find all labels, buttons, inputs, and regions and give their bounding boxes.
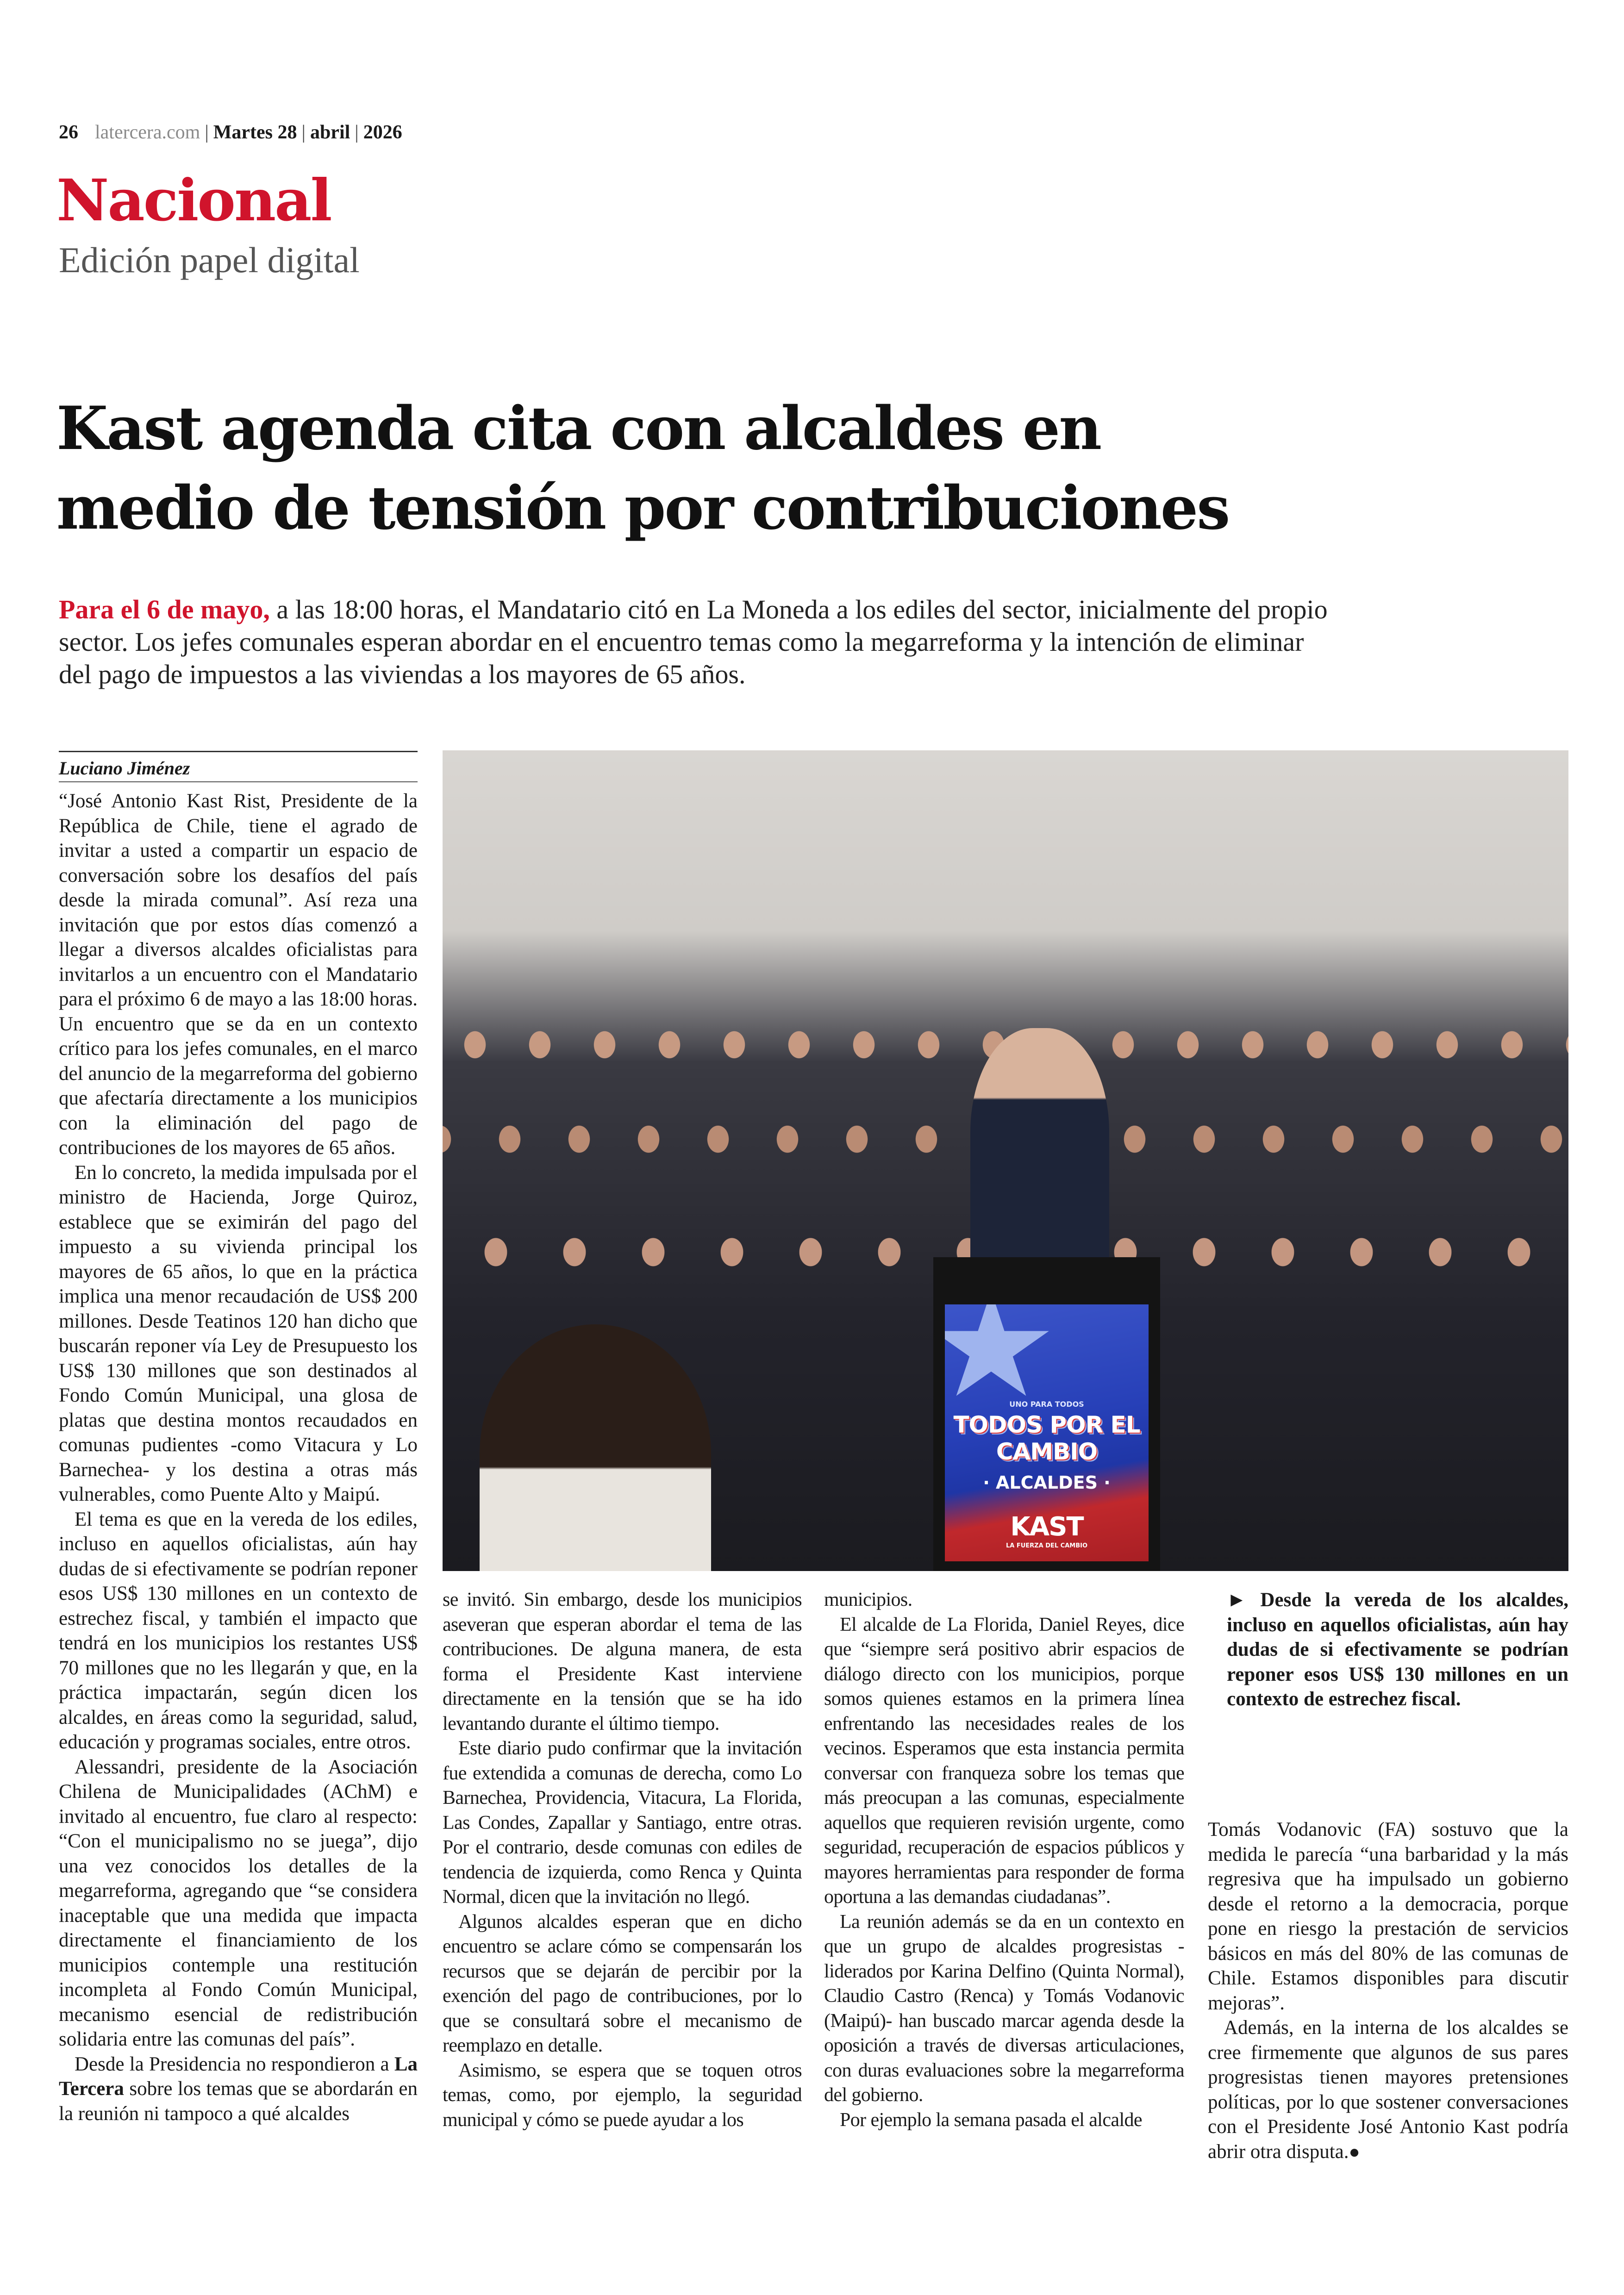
podium-sign [945, 1304, 1149, 1561]
paragraph: municipios. [824, 1589, 912, 1610]
date-month: abril [310, 122, 350, 143]
article-photo [443, 750, 1568, 1571]
date-year: 2026 [363, 122, 402, 143]
headline [56, 389, 1603, 548]
paragraph: La reunión además se da en un contexto en que un grupo de alcaldes progresistas -liderados por Karina Delfino (Quinta Normal), Claudio Castro (Renca) y Tomás Vodanovic (Maipú)- han buscado marcar agenda desde la oposición a través de diversas articulaciones, con duras evaluaciones sobre la megarreforma del gobierno. [824, 1911, 1184, 2106]
paragraph: Tomás Vodanovic (FA) sostuvo que la medida le parecía “una barbaridad y la más regresiva que ha impulsado un gobierno desde el retorno a la democracia, porque pone en riesgo la prestación de servicios básicos en más del 80% de las comunas de Chile. Estamos disponibles para discutir mejoras”. [1208, 1819, 1568, 2014]
edition-label: Edición papel digital [59, 240, 360, 280]
text: Además, en la interna de los alcaldes se cree firmemente que algunos de sus pares progresistas tienen mayores pretensiones políticas, por lo que sostener conversaciones con el Presidente José Antonio Kast podría abrir otra disputa. [1208, 2017, 1568, 2163]
paragraph: Asimismo, se espera que se toquen otros temas, como, por ejemplo, la seguridad municipal y cómo se puede ayudar a los [443, 2059, 802, 2131]
deck-text: a las 18:00 horas, el Mandatario citó en La Moneda a los ediles del sector, inicialmente del propio sector. Los jefes comunales esperan abordar en el encuentro temas como la megarreforma y la intención de eliminar del pago de impuestos a las viviendas a los mayores de 65 años. [59, 594, 1328, 689]
paragraph: se invitó. Sin embargo, desde los municipios aseveran que esperan abordar el tema de las contribuciones. De alguna manera, de esta forma el Presidente Kast interviene directamente en la tensión que se ha ido levantando durante el último tiempo. [443, 1589, 802, 1734]
deck [59, 593, 1337, 691]
byline: Luciano Jiménez [59, 758, 190, 779]
divider [59, 781, 418, 782]
paragraph: En lo concreto, la medida impulsada por el ministro de Hacienda, Jorge Quiroz, establece que se eximirán del pago del impuesto a su vivienda principal los mayores de 65 años, lo que en la práctica implica una menor recaudación de US$ 200 millones. Desde Teatinos 120 han dicho que buscarán reponer vía Ley de Presupuesto los US$ 130 millones que son destinados al Fondo Común Municipal, una glosa de platas que destina montos recaudados en comunas pudientes -como Vitacura y Lo Barnechea- y los destina a otras más vulnerables, como Puente Alto y Maipú. [59, 1161, 418, 1505]
paragraph: El alcalde de La Florida, Daniel Reyes, dice que “siempre será positivo abrir espacios de diálogo directo con los municipios, porque somos quienes estamos en la primera línea enfrentando las necesidades reales de los vecinos. Esperamos que esta instancia permita conversar con franqueza sobre los temas que más preocupan a las comunas, especialmente aquellos que requieren revisión urgente, como seguridad, recuperación de espacios públicos y mayores herramientas para responder de forma oportuna a las demandas ciudadanas”. [824, 1614, 1184, 1908]
paragraph: Algunos alcaldes esperan que en dicho encuentro se aclare cómo se compensarán los recursos que se dejarán de percibir por la exención del pago de contribuciones, por lo que se consultará sobre el mecanismo de reemplazo en detalle. [443, 1911, 802, 2056]
pullquote-text: Desde la vereda de los alcaldes, incluso en aquellos oficialistas, aún hay dudas de si efectivamente se podrían reponer esos US$ 130 millones en un contexto de estrechez fiscal. [1227, 1589, 1568, 1710]
article-column-3 [824, 1588, 1184, 2133]
paragraph: El tema es que en la vereda de los ediles, incluso en aquellos oficialistas, aún hay dudas de si efectivamente se podrían reponer esos US$ 130 millones en un contexto de estrechez fiscal, y también el impacto que tendrá en los municipios los restantes US$ 70 millones que no les llegarán y que, en la práctica impactarán, según dicen los alcaldes, en áreas como la seguridad, salud, educación y programas sociales, entre otros. [59, 1508, 418, 1753]
text: sobre los temas que se abordarán en la reunión ni tampoco a qué alcaldes [59, 2078, 418, 2125]
section-title: Nacional [56, 167, 331, 234]
divider [59, 751, 418, 752]
paragraph [59, 2052, 418, 2127]
separator: | [205, 122, 209, 143]
site-name: latercera.com [95, 122, 200, 143]
separator: | [301, 122, 306, 143]
paragraph: “José Antonio Kast Rist, Presidente de la República de Chile, tiene el agrado de invitar a usted a compartir un espacio de conversación sobre los desafíos del país desde la mirada comunal”. Así reza una invitación que por estos días comenzó a llegar a diversos alcaldes oficialistas para invitarlos a un encuentro con el Mandatario para el próximo 6 de mayo a las 18:00 horas. Un encuentro que se da en un contexto crítico para los jefes comunales, en el marco del anuncio de la megarreforma del gobierno que afectaría directamente a los municipios con la eliminación del pago de contribuciones de los mayores de 65 años. [59, 790, 418, 1159]
paragraph [1208, 2015, 1568, 2164]
paragraph: Por ejemplo la semana pasada el alcalde [840, 2109, 1142, 2131]
text: Desde la Presidencia no respondieron a [75, 2053, 394, 2075]
separator: | [355, 122, 359, 143]
deck-lead: Para el 6 de mayo, [59, 594, 270, 624]
pullquote [1227, 1588, 1568, 1712]
sign-small-text: UNO PARA TODOS [1009, 1400, 1084, 1409]
sign-tagline: LA FUERZA DEL CAMBIO [1006, 1542, 1088, 1549]
triangle-icon: ► [1227, 1589, 1247, 1611]
article-column-1 [59, 789, 418, 2126]
page-number: 26 [59, 122, 78, 143]
speaker-figure [970, 1028, 1109, 1260]
article-column-2 [443, 1588, 802, 2133]
publication-name: La Tercera [59, 2053, 418, 2100]
star-icon [945, 1304, 1051, 1406]
headline-line: medio de tensión por contribuciones [56, 474, 1229, 543]
sign-brand: KAST [1010, 1512, 1083, 1542]
headline-line: Kast agenda cita con alcaldes en [56, 394, 1101, 463]
end-mark-icon: ● [1349, 2141, 1360, 2162]
page-folio [59, 121, 402, 143]
sign-title: TODOS POR EL CAMBIO [953, 1411, 1140, 1465]
paragraph: Este diario pudo confirmar que la invitación fue extendida a comunas de derecha, como Lo Barnechea, Providencia, Vitacura, La Florida, Las Condes, Zapallar y Santiago, entre otras. Por el contrario, desde comunas con ediles de tendencia de izquierda, como Renca y Quinta Normal, dicen que la invitación no llegó. [443, 1738, 802, 1908]
article-column-4 [1208, 1817, 1568, 2164]
sign-subtitle: · ALCALDES · [983, 1472, 1111, 1493]
paragraph: Alessandri, presidente de la Asociación Chilena de Municipalidades (AChM) e invitado al encuentro, fue claro al respecto: “Con el municipalismo no se juega”, dijo una vez conocidos los detalles de la megarreforma, agregando que “se considera inaceptable que una medida que impacta directamente el financiamiento de los municipios contemple una restitución incompleta al Fondo Común Municipal, mecanismo esencial de redistribución solidaria entre las comunas del país”. [59, 1756, 418, 2050]
date-weekday: Martes 28 [213, 122, 297, 143]
foreground-figure [480, 1324, 711, 1571]
